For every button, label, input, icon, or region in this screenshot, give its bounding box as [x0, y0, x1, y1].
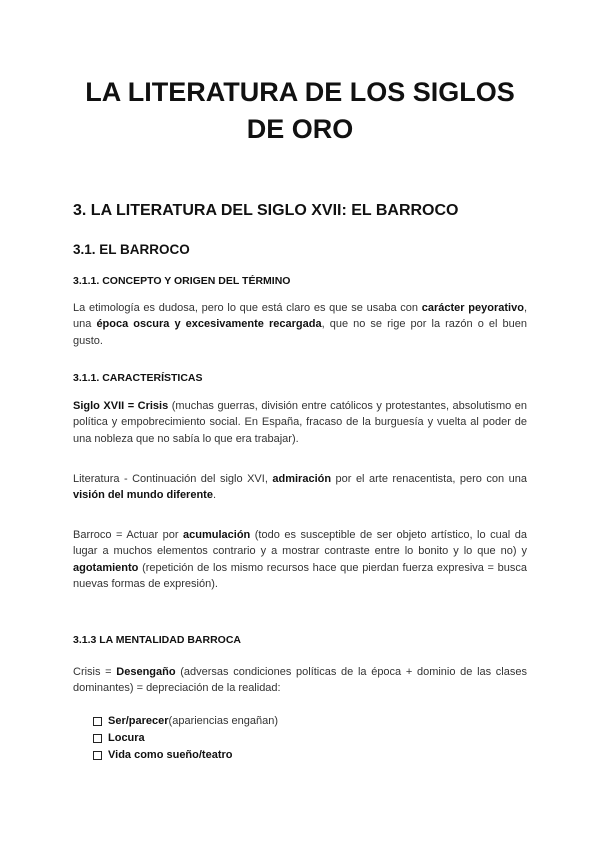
mentalidad-list — [93, 713, 278, 764]
list-item: Ser/parecer (apariencias engañan) — [93, 713, 278, 730]
document-title: LA LITERATURA DE LOS SIGLOS DE ORO — [85, 77, 515, 144]
list-item: Vida como sueño/teatro — [93, 747, 278, 764]
subsection-heading: 3.1. EL BARROCO — [73, 242, 190, 257]
concepto-paragraph: La etimología es dudosa, pero lo que está claro es que se usaba con carácter peyorativo, una época oscura y excesivamente recargada, que no se rige por la razón o el buen gusto. — [73, 302, 528, 347]
mentalidad-paragraph: Crisis = Desengaño (adversas condiciones políticas de la época + dominio de las clases dominantes) = depreciación de la realidad: — [73, 666, 527, 695]
mentalidad-heading: 3.1.3 LA MENTALIDAD BARROCA — [73, 634, 242, 646]
list-item: Locura — [93, 730, 278, 747]
caracteristicas-paragraph-barroco: Barroco = Actuar por acumulación (todo es susceptible de ser objeto artístico, lo cual da lugar a muchos elementos contrario y a mostrar contraste entre lo bonito y lo que no) y agotamiento (repetición de los mismo recursos hace que pierdan fuerza expresiva = busca nuevas formas de expresión). — [73, 529, 527, 591]
section-heading: 3. LA LITERATURA DEL SIGLO XVII: EL BARROCO — [73, 202, 459, 219]
checkbox-icon — [93, 717, 102, 726]
checkbox-icon — [93, 751, 102, 760]
caracteristicas-paragraph-crisis: Siglo XVII = Crisis (muchas guerras, división entre católicos y protestantes, absolutismo en política y empobrecimiento social. En España, fracaso de la burguesía y vuelta al poder de una nobleza que no sabía lo que era trabajar). — [73, 400, 527, 445]
concepto-heading: 3.1.1. CONCEPTO Y ORIGEN DEL TÉRMINO — [73, 275, 291, 287]
checkbox-icon — [93, 734, 102, 743]
caracteristicas-paragraph-literatura: Literatura - Continuación del siglo XVI, admiración por el arte renacentista, pero con una visión del mundo diferente. — [73, 473, 527, 502]
caracteristicas-heading: 3.1.1. CARACTERÍSTICAS — [73, 372, 203, 384]
